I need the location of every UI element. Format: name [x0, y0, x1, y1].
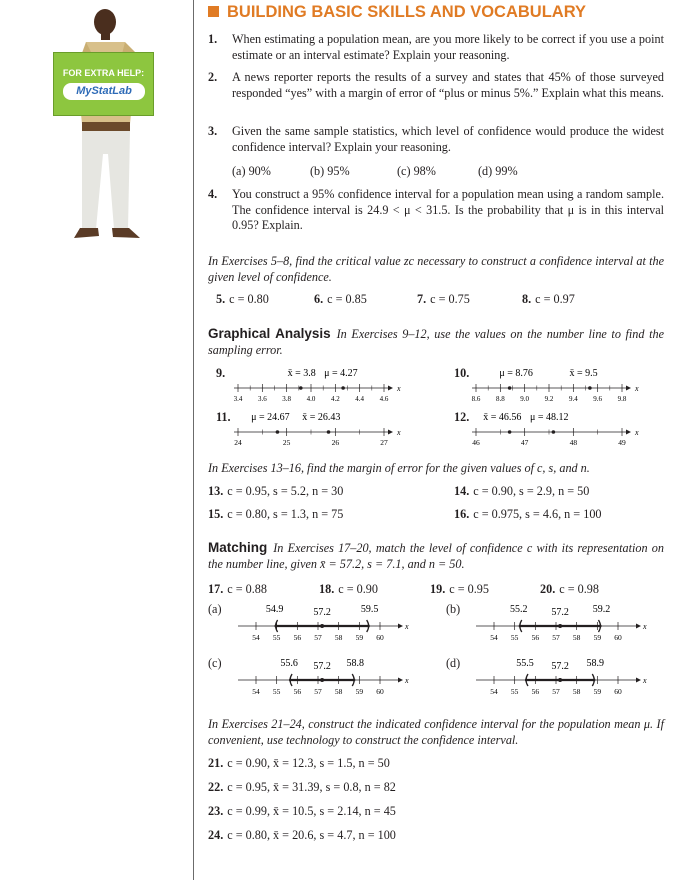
tick-label: 9.4 [568, 395, 578, 403]
tick-label: 54 [490, 687, 498, 696]
exercise-number: 12. [454, 410, 470, 424]
interval-low-label: 54.9 [265, 604, 284, 615]
tick-label: 9.8 [617, 395, 627, 403]
exercise-text: c = 0.75 [430, 292, 470, 306]
tick-label: 8.6 [471, 395, 481, 403]
option-a: (a) 90% [232, 164, 271, 178]
axis-arrow [398, 678, 403, 683]
question-text: A news reporter reports the results of a survey and states that 45% of those surveyed responded “yes” with a margin of error of “plus or minus 5%.” Explain what this means. [232, 70, 664, 100]
exercise-text: c = 0.80 [229, 292, 269, 306]
question-3 [208, 124, 664, 155]
interval-line-c [234, 656, 410, 702]
exercise-22 [208, 780, 396, 795]
exercise-16 [454, 507, 602, 522]
exercise-text: c = 0.85 [327, 292, 367, 306]
axis-arrow [388, 386, 393, 391]
question-text: You construct a 95% confidence interval for a population mean using a random sample. The confidence interval is 24.9 < μ < 31.5. Is the probability that μ is in this interval 0.95? Explain. [232, 187, 664, 232]
value-label: x̄ = 26.43 [302, 412, 341, 423]
tick-label: 4.0 [306, 395, 316, 403]
value-label: μ = 48.12 [530, 412, 569, 423]
sample-mean-point [558, 678, 562, 682]
interval-mid-label: 57.2 [313, 661, 331, 672]
matching-title: Matching [208, 540, 268, 555]
axis-label: x [635, 428, 639, 437]
exercise-text: c = 0.80, s = 1.3, n = 75 [227, 507, 344, 521]
tick-label: 9.0 [520, 395, 530, 403]
axis-arrow [388, 430, 393, 435]
graphical-exercises [208, 366, 664, 456]
sample-mean-point [320, 678, 324, 682]
tick-label: 9.2 [544, 395, 554, 403]
tick-label: 9.6 [593, 395, 603, 403]
help-sign [53, 52, 154, 116]
tick-label: 24 [234, 438, 242, 447]
exercise-number: 20. [540, 582, 556, 596]
exercise-number: 23. [208, 804, 224, 818]
tick-label: 48 [569, 438, 578, 447]
exercise-number: 21. [208, 756, 224, 770]
exercise-number: 6. [314, 292, 324, 306]
exercise-23 [208, 804, 396, 819]
option-d: (d) 99% [478, 164, 518, 178]
value-point [588, 386, 592, 390]
exercise-text: c = 0.90 [338, 582, 378, 596]
instruction-5-8: In Exercises 5–8, find the critical value zc necessary to construct a confidence interval at the given level of confidence. [208, 254, 664, 284]
exercises-17-20 [208, 582, 599, 597]
exercise-text: c = 0.975, s = 4.6, n = 100 [473, 507, 602, 521]
axis-arrow [626, 430, 631, 435]
option-c: (c) 98% [397, 164, 436, 178]
value-point [299, 386, 303, 390]
question-number: 2. [208, 70, 218, 84]
instruction-13-16: In Exercises 13–16, find the margin of error for the given values of c, s, and n. [208, 461, 590, 475]
question-3-options [232, 164, 518, 179]
exercise-text: c = 0.97 [535, 292, 575, 306]
mystatlab-logo[interactable]: MyStatLab [63, 83, 145, 100]
exercise-text: c = 0.90, s = 2.9, n = 50 [473, 484, 590, 498]
value-point [508, 386, 512, 390]
exercise-number: 7. [417, 292, 427, 306]
tick-label: 26 [331, 438, 340, 447]
tick-label: 54 [252, 687, 260, 696]
tick-label: 4.4 [355, 395, 365, 403]
interval-line-a [234, 602, 410, 648]
value-point [327, 430, 331, 434]
number-line-11 [232, 410, 412, 450]
interval-mid-label: 57.2 [551, 607, 569, 618]
tick-label: 59 [593, 687, 602, 696]
tick-label: 55 [510, 633, 519, 642]
sample-mean-point [558, 624, 562, 628]
exercise-number: 16. [454, 507, 470, 521]
tick-label: 60 [376, 687, 384, 696]
student-figure [52, 4, 182, 254]
tick-label: 57 [552, 687, 560, 696]
margin-rule [193, 0, 194, 880]
question-4 [208, 187, 664, 234]
exercise-text: c = 0.95, x̄ = 31.39, s = 0.8, n = 82 [227, 780, 396, 794]
question-text: When estimating a population mean, are you more likely to be correct if you use a point estimate or an interval estimate? Explain your reasoning. [232, 32, 664, 62]
instruction-17-20 [208, 540, 664, 572]
interval-high-label: 59.5 [360, 604, 379, 615]
interval-low-label: 55.2 [510, 604, 528, 615]
exercise-number: 10. [454, 366, 470, 380]
exercises-5-8 [216, 292, 575, 307]
section-heading [208, 3, 586, 22]
number-line-9 [232, 366, 412, 406]
number-line-10 [470, 366, 650, 406]
value-point [341, 386, 345, 390]
number-line-12 [470, 410, 650, 450]
question-number: 3. [208, 124, 218, 138]
axis-arrow [636, 624, 641, 629]
instruction-text: In Exercises 17–20, match the level of confidence c with its representation on the number line, given x̄ = 57.2, s = 7.1, and n = 50. [208, 541, 664, 571]
tick-label: 60 [614, 687, 622, 696]
axis-label: x [643, 676, 647, 685]
exercise-21 [208, 756, 390, 771]
tick-label: 49 [618, 438, 626, 447]
question-1 [208, 32, 664, 63]
graphical-analysis-title: Graphical Analysis [208, 326, 331, 341]
choice-label: (d) [446, 656, 461, 670]
exercise-number: 5. [216, 292, 226, 306]
tick-label: 59 [593, 633, 602, 642]
tick-label: 58 [572, 633, 581, 642]
tick-label: 46 [472, 438, 480, 447]
tick-label: 55 [272, 687, 281, 696]
interval-line-b [472, 602, 648, 648]
question-number: 1. [208, 32, 218, 46]
value-label: x̄ = 9.5 [569, 368, 598, 379]
tick-label: 56 [531, 687, 540, 696]
interval-low-label: 55.6 [280, 658, 298, 669]
value-label: μ = 4.27 [324, 368, 358, 379]
tick-label: 3.4 [233, 395, 243, 403]
exercise-text: c = 0.80, x̄ = 20.6, s = 4.7, n = 100 [227, 828, 396, 842]
help-sign-title: FOR EXTRA HELP: [62, 68, 145, 78]
axis-arrow [636, 678, 641, 683]
exercise-number: 18. [319, 582, 335, 596]
axis-arrow [398, 624, 403, 629]
value-label: μ = 24.67 [251, 412, 290, 423]
axis-label: x [397, 384, 401, 393]
tick-label: 47 [520, 438, 529, 447]
interval-high-label: 59.2 [592, 604, 611, 615]
interval-mid-label: 57.2 [313, 607, 331, 618]
question-2 [208, 70, 664, 101]
exercise-number: 9. [216, 366, 226, 380]
heading-square-icon [208, 6, 219, 17]
axis-arrow [626, 386, 631, 391]
tick-label: 3.6 [257, 395, 267, 403]
value-label: x̄ = 46.56 [483, 412, 522, 423]
instruction-text: In Exercises 9–12, use the values on the number line to find the sampling error. [208, 327, 664, 357]
tick-label: 59 [355, 687, 364, 696]
value-label: μ = 8.76 [499, 368, 533, 379]
tick-label: 25 [282, 438, 291, 447]
choice-label: (b) [446, 602, 461, 616]
interval-mid-label: 57.2 [551, 661, 569, 672]
tick-label: 60 [376, 633, 384, 642]
interval-high-label: 58.8 [346, 658, 364, 669]
value-point [552, 430, 556, 434]
exercise-text: c = 0.88 [227, 582, 267, 596]
tick-label: 55 [510, 687, 519, 696]
exercise-text: c = 0.95 [449, 582, 489, 596]
tick-label: 3.8 [282, 395, 292, 403]
exercise-text: c = 0.90, x̄ = 12.3, s = 1.5, n = 50 [227, 756, 390, 770]
tick-label: 60 [614, 633, 622, 642]
exercise-number: 11. [216, 410, 231, 424]
value-point [508, 430, 512, 434]
axis-label: x [405, 622, 409, 631]
tick-label: 4.6 [379, 395, 389, 403]
tick-label: 8.8 [495, 395, 505, 403]
exercise-13 [208, 484, 343, 499]
exercise-text: c = 0.95, s = 5.2, n = 30 [227, 484, 344, 498]
tick-label: 57 [314, 633, 322, 642]
value-point [276, 430, 280, 434]
tick-label: 56 [293, 633, 302, 642]
exercise-number: 17. [208, 582, 224, 596]
sample-mean-point [320, 624, 324, 628]
tick-label: 54 [252, 633, 260, 642]
tick-label: 58 [334, 687, 343, 696]
axis-label: x [405, 676, 409, 685]
exercise-number: 19. [430, 582, 446, 596]
section-heading-text: BUILDING BASIC SKILLS AND VOCABULARY [227, 3, 587, 21]
exercise-text: c = 0.98 [559, 582, 599, 596]
exercise-number: 13. [208, 484, 224, 498]
instruction-9-12 [208, 326, 664, 358]
value-label: x̄ = 3.8 [287, 368, 316, 379]
axis-label: x [643, 622, 647, 631]
interval-line-d [472, 656, 648, 702]
tick-label: 59 [355, 633, 364, 642]
exercise-number: 24. [208, 828, 224, 842]
tick-label: 58 [572, 687, 581, 696]
tick-label: 58 [334, 633, 343, 642]
exercise-number: 14. [454, 484, 470, 498]
tick-label: 54 [490, 633, 498, 642]
tick-label: 56 [293, 687, 302, 696]
instruction-21-24: In Exercises 21–24, construct the indicated confidence interval for the population mean μ. If convenient, use technology to construct the confidence interval. [208, 717, 664, 747]
axis-label: x [635, 384, 639, 393]
exercise-number: 15. [208, 507, 224, 521]
tick-label: 27 [380, 438, 388, 447]
tick-label: 55 [272, 633, 281, 642]
tick-label: 57 [552, 633, 560, 642]
exercise-number: 8. [522, 292, 532, 306]
interval-high-label: 58.9 [586, 658, 605, 669]
exercise-14 [454, 484, 589, 499]
exercise-15 [208, 507, 343, 522]
choice-label: (c) [208, 656, 222, 670]
question-text: Given the same sample statistics, which level of confidence would produce the widest confidence interval? Explain your reasoning. [232, 124, 664, 154]
exercise-number: 22. [208, 780, 224, 794]
tick-label: 57 [314, 687, 322, 696]
tick-label: 4.2 [330, 395, 340, 403]
option-b: (b) 95% [310, 164, 350, 178]
choice-label: (a) [208, 602, 222, 616]
interval-low-label: 55.5 [516, 658, 534, 669]
exercise-text: c = 0.99, x̄ = 10.5, s = 2.14, n = 45 [227, 804, 396, 818]
axis-label: x [397, 428, 401, 437]
exercise-24 [208, 828, 396, 843]
tick-label: 56 [531, 633, 540, 642]
matching-number-lines [208, 602, 664, 712]
question-number: 4. [208, 187, 218, 201]
